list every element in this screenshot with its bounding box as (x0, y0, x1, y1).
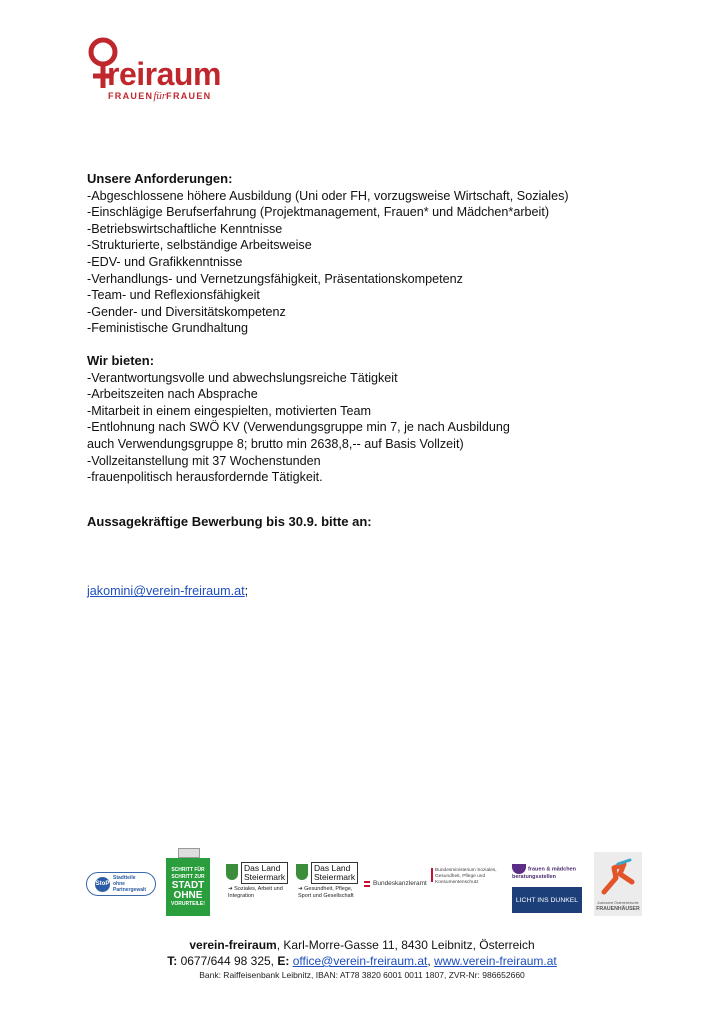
list-item: -Arbeitszeiten nach Absprache (87, 387, 258, 402)
steiermark-shield-icon (296, 864, 308, 880)
footer-website-link[interactable]: www.verein-freiraum.at (434, 954, 557, 968)
list-item: -Mitarbeit in einem eingespielten, motivierten Team (87, 403, 371, 418)
list-item: -Vollzeitanstellung mit 37 Wochenstunden (87, 453, 321, 468)
list-item: -Strukturierte, selbständige Arbeitsweise (87, 238, 312, 253)
list-item: -frauenpolitisch herausfordernde Tätigkeit. (87, 470, 323, 485)
bundeskanzleramt-logo: Bundeskanzleramt (364, 880, 427, 887)
list-item: -Entlohnung nach SWÖ KV (Verwendungsgruppe min 7, je nach Ausbildung auch Verwendungsgruppe 8; brutto min 2638,8,-- auf Basis Vollzeit) (87, 420, 510, 451)
footer-bank-details: Bank: Raiffeisenbank Leibnitz, IBAN: AT78 3820 6001 0011 1807, ZVR-Nr: 986652660 (199, 970, 525, 980)
land-steiermark-soziales-logo: Das Land Steiermark ➜ Soziales, Arbeit und Integration (226, 862, 290, 899)
austria-flag-icon (364, 881, 370, 887)
offer-heading: Wir bieten: (87, 352, 155, 368)
list-item: -Verantwortungsvolle und abwechslungsreiche Tätigkeit (87, 370, 398, 385)
list-item: -Abgeschlossene höhere Ausbildung (Uni oder FH, vorzugsweise Wirtschaft, Soziales) (87, 188, 569, 203)
footer-email-link[interactable]: office@verein-freiraum.at (292, 954, 428, 968)
job-posting-content (87, 171, 647, 600)
land-steiermark-gesundheit-logo: Das Land Steiermark ➜ Gesundheit, Pflege, Sport und Gesellschaft (296, 862, 360, 899)
list-item: -EDV- und Grafikkenntnisse (87, 254, 243, 269)
application-heading: Aussagekräftige Bewerbung bis 30.9. bitte an: (87, 513, 372, 529)
list-item: -Gender- und Diversitätskompetenz (87, 304, 286, 319)
list-item: -Feministische Grundhaltung (87, 321, 248, 336)
application-contact: jakomini@verein-freiraum.at; (87, 584, 249, 599)
list-item: -Team- und Reflexionsfähigkeit (87, 288, 260, 303)
stadt-badge-icon (178, 848, 200, 858)
frauenhaeuser-logo: Autonome Österreichische FRAUENHÄUSER (594, 852, 642, 916)
list-item: -Betriebswirtschaftliche Kenntnisse (87, 221, 283, 236)
requirements-list (87, 188, 647, 337)
freiraum-logo (86, 36, 236, 106)
requirements-heading: Unsere Anforderungen: (87, 171, 233, 186)
offer-list (87, 370, 647, 486)
frauen-maedchen-beratungsstellen-logo: frauen & mädchen beratungsstellen (512, 864, 584, 880)
list-item: -Einschlägige Berufserfahrung (Projektmanagement, Frauen* und Mädchen*arbeit) (87, 205, 550, 220)
licht-ins-dunkel-logo: LICHT INS DUNKEL (512, 887, 582, 913)
sponsor-logos (86, 846, 646, 921)
logo-wordmark: reiraum (107, 56, 221, 92)
fmb-mark-icon (512, 864, 526, 874)
dancing-figure-icon (594, 856, 642, 900)
stop-logo: StoP Stadtteile ohne Partnergewalt (86, 872, 156, 896)
footer-contact: T: 0677/644 98 325, E: office@verein-freiraum.at, www.verein-freiraum.at (167, 954, 557, 968)
footer-address: verein-freiraum, Karl-Morre-Gasse 11, 8430 Leibnitz, Österreich (189, 938, 535, 952)
steiermark-shield-icon (226, 864, 238, 880)
stadt-ohne-vorurteile-logo: SCHRITT FÜR SCHRITT ZUR STADT OHNE VORURTEILE! (166, 858, 210, 916)
application-email-link[interactable]: jakomini@verein-freiraum.at (87, 584, 245, 599)
sozialministerium-logo: Bundesministerium Soziales, Gesundheit, Pflege und Konsumentenschutz (431, 868, 503, 886)
page-footer (0, 937, 724, 981)
list-item: -Verhandlungs- und Vernetzungsfähigkeit, Präsentationskompetenz (87, 271, 463, 286)
logo-tagline: FRAUENfürFRAUEN (108, 90, 212, 102)
